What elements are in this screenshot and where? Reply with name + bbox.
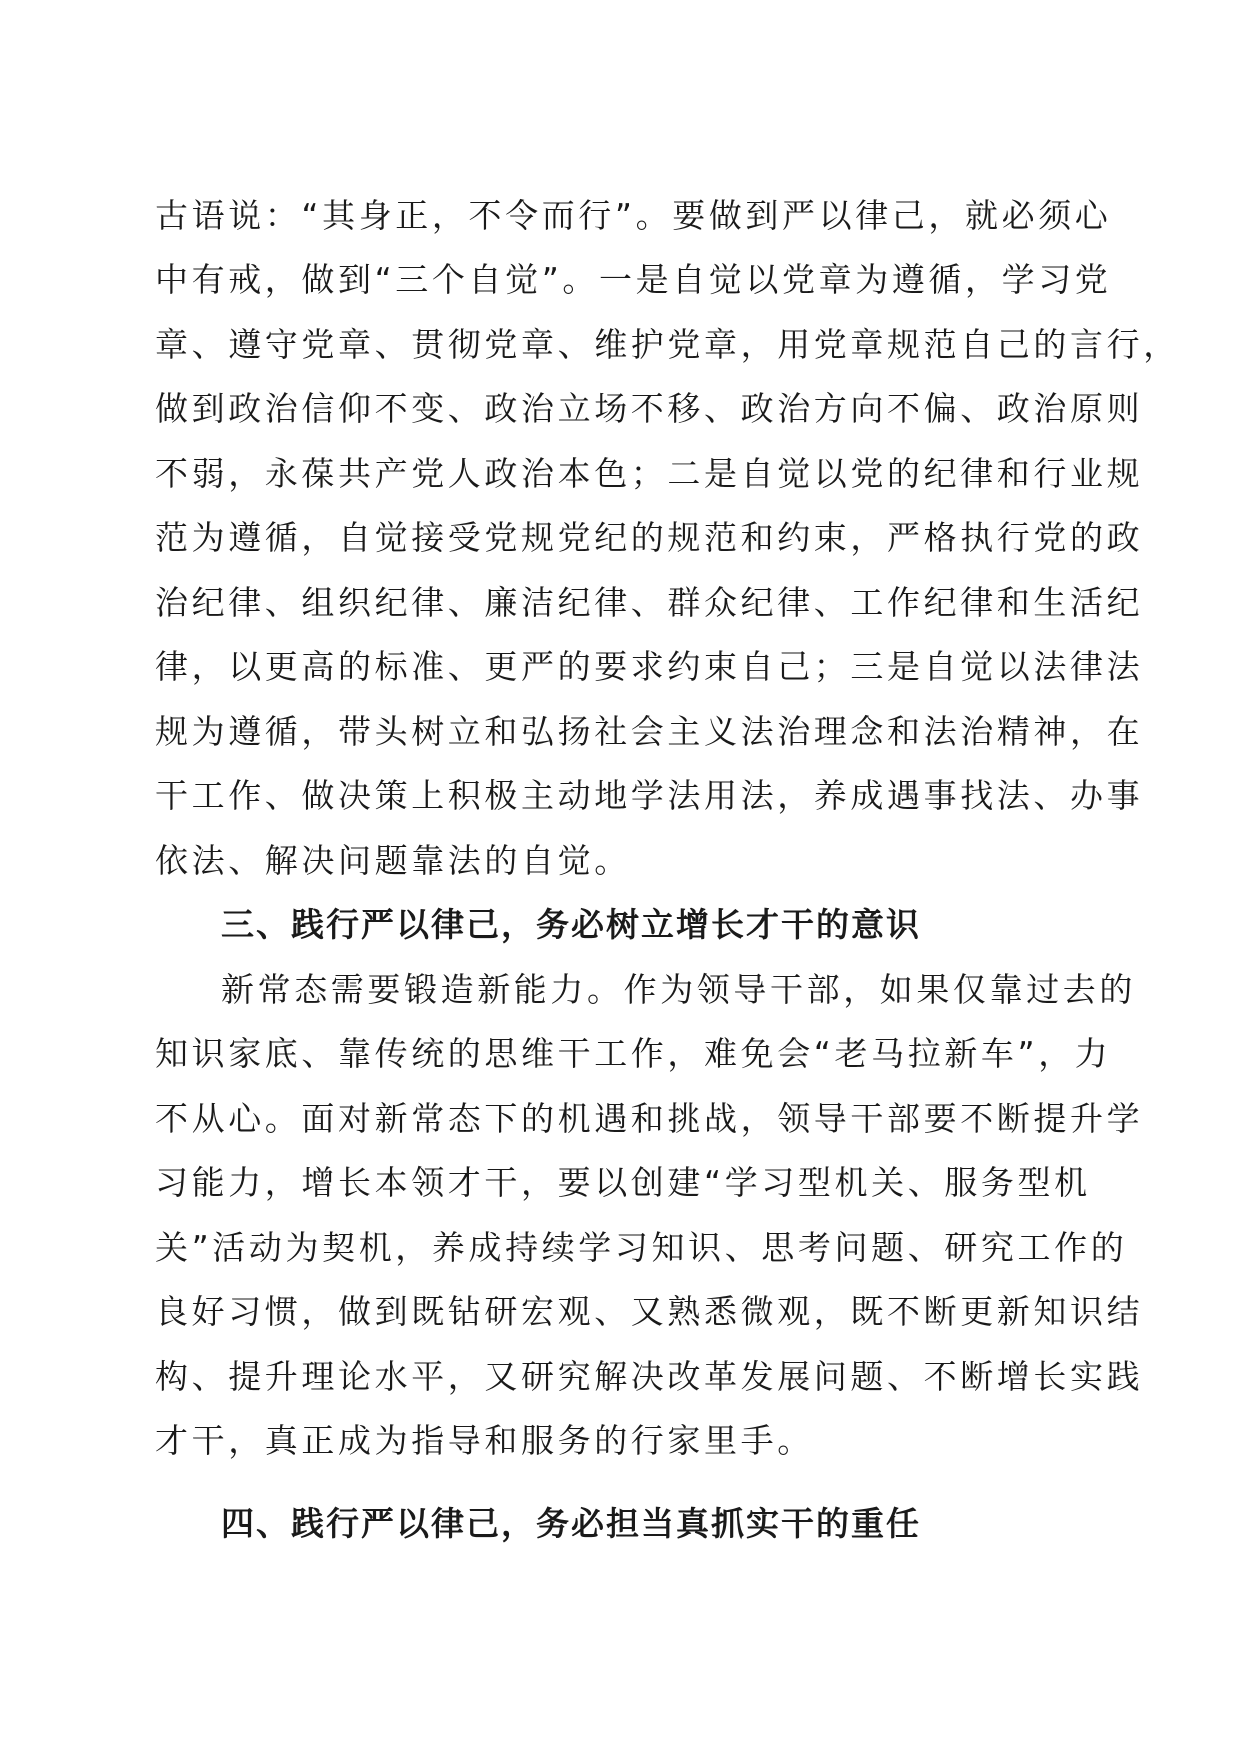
paragraph-line: 做到政治信仰不变、政治立场不移、政治方向不偏、政治原则 (155, 389, 1144, 428)
paragraph-line: 良好习惯，做到既钻研宏观、又熟悉微观，既不断更新知识结 (155, 1292, 1144, 1331)
paragraph-line: 干工作、做决策上积极主动地学法用法，养成遇事找法、办事 (155, 776, 1144, 815)
paragraph-line: 才干，真正成为指导和服务的行家里手。 (155, 1421, 814, 1460)
paragraph-line: 中有戒，做到“三个自觉”。一是自觉以党章为遵循，学习党 (155, 260, 1112, 299)
paragraph-line: 规为遵循，带头树立和弘扬社会主义法治理念和法治精神，在 (155, 712, 1144, 751)
paragraph-line: 不从心。面对新常态下的机遇和挑战，领导干部要不断提升学 (155, 1099, 1144, 1138)
paragraph-line: 关”活动为契机，养成持续学习知识、思考问题、研究工作的 (155, 1228, 1128, 1267)
paragraph-line: 新常态需要锻造新能力。作为领导干部，如果仅靠过去的 (221, 970, 1136, 1009)
section-heading: 四、践行严以律己，务必担当真抓实干的重任 (221, 1504, 921, 1543)
paragraph-line: 古语说：“其身正，不令而行”。要做到严以律己，就必须心 (155, 196, 1112, 235)
paragraph-line: 章、遵守党章、贯彻党章、维护党章，用党章规范自己的言行， (155, 325, 1180, 364)
paragraph-line: 依法、解决问题靠法的自觉。 (155, 841, 631, 880)
paragraph-line: 治纪律、组织纪律、廉洁纪律、群众纪律、工作纪律和生活纪 (155, 583, 1144, 622)
paragraph-line: 律，以更高的标准、更严的要求约束自己；三是自觉以法律法 (155, 647, 1144, 686)
paragraph-line: 习能力，增长本领才干，要以创建“学习型机关、服务型机 (155, 1163, 1091, 1202)
paragraph-line: 范为遵循，自觉接受党规党纪的规范和约束，严格执行党的政 (155, 518, 1144, 557)
paragraph-line: 知识家底、靠传统的思维干工作，难免会“老马拉新车”，力 (155, 1034, 1112, 1073)
paragraph-line: 不弱，永葆共产党人政治本色；二是自觉以党的纪律和行业规 (155, 454, 1144, 493)
paragraph-line: 构、提升理论水平，又研究解决改革发展问题、不断增长实践 (155, 1357, 1144, 1396)
section-heading: 三、践行严以律己，务必树立增长才干的意识 (221, 905, 921, 944)
